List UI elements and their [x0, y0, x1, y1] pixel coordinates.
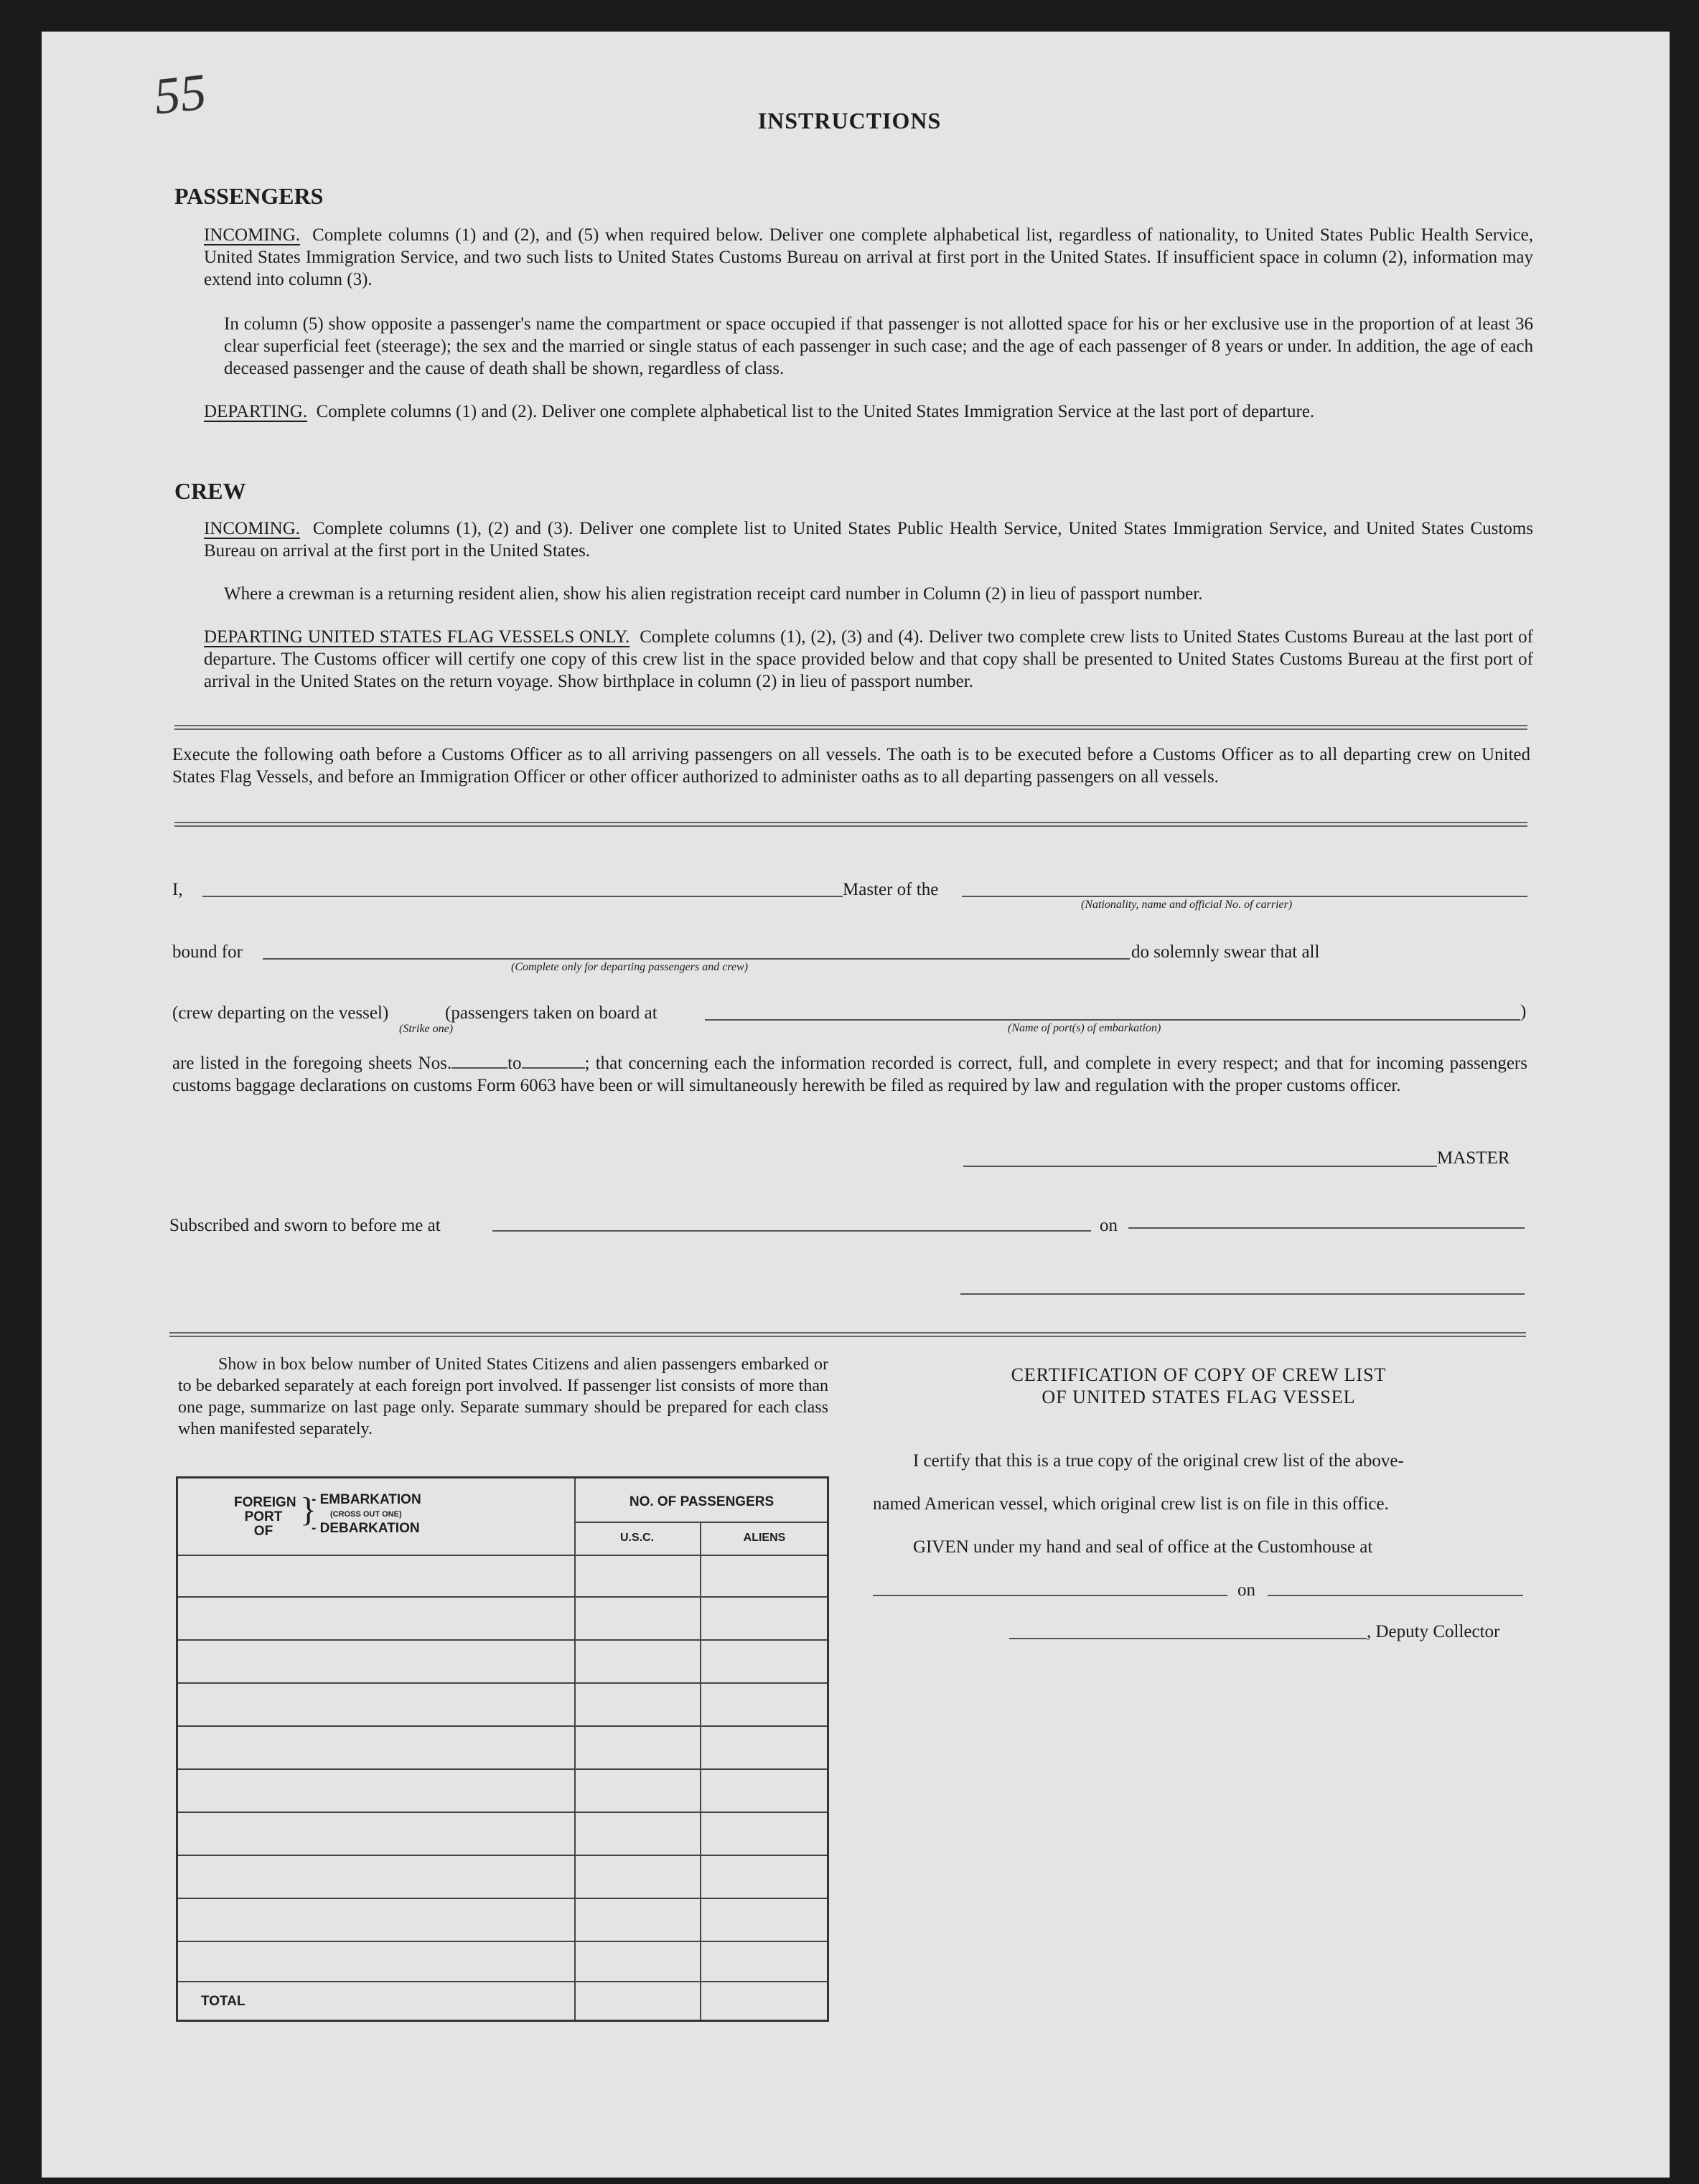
passengers-heading: PASSENGERS: [174, 183, 324, 209]
crew-departing-text: Complete columns (1), (2), (3) and (4). Deliver two complete crew lists to United States Customs Bureau at the last port of departure. The Customs officer will certify one copy of this crew list in the space provided below and that copy shall be presented to United States Customs Bureau at the first port of arrival in the United States on the return voyage. Show birthplace in column (2) in lieu of passport number.: [204, 627, 1533, 691]
certification-title: [869, 1364, 1529, 1408]
embarkation-port-field[interactable]: [705, 1019, 1520, 1021]
passengers-incoming-paragraph: [204, 224, 1533, 291]
section-divider: [174, 822, 1527, 827]
strike-one-note: (Strike one): [399, 1023, 454, 1035]
usc-header: U.S.C.: [619, 1532, 655, 1544]
passengers-column5-paragraph: In column (5) show opposite a passenger's name the compartment or space occupied if that passenger is not allotted space for his or her exclusive use in the proportion of at least 36 clear superficial feet (steerage); the sex and the married or single status of each passenger in such case; and the age of each passenger of 8 years or under. In addition, the age of each deceased passenger and the cause of death shall be shown, regardless of class.: [224, 314, 1533, 378]
customhouse-field[interactable]: [873, 1595, 1227, 1596]
certification-date-field[interactable]: [1268, 1595, 1523, 1596]
table-row-divider: [178, 1855, 827, 1856]
embarkation-option[interactable]: - EMBARKATION: [312, 1492, 421, 1507]
crew-departing-option[interactable]: (crew departing on the vessel): [172, 1003, 389, 1023]
master-name-field[interactable]: [202, 896, 843, 897]
crew-departing-lead: DEPARTING UNITED STATES FLAG VESSELS ONLY.: [204, 627, 630, 647]
master-of-the-label: Master of the: [843, 880, 939, 899]
sheet-from-field[interactable]: [451, 1054, 507, 1069]
certification-line1: I certify that this is a true copy of the original crew list of the above-: [913, 1451, 1404, 1471]
carrier-field[interactable]: [962, 896, 1527, 897]
table-row-divider: [178, 1596, 827, 1598]
foreign-port-header: [234, 1495, 296, 1539]
certification-line2: named American vessel, which original crew list is on file in this office.: [873, 1494, 1389, 1514]
certification-title-line1: CERTIFICATION OF COPY OF CREW LIST: [1011, 1364, 1387, 1385]
sheet-to-field[interactable]: [522, 1054, 585, 1069]
crew-departing-paragraph: [204, 626, 1533, 693]
header-foreign: FOREIGN: [234, 1495, 296, 1510]
summary-note: Show in box below number of United States Citizens and alien passengers embarked or to be debarked separately at each foreign port involved. If passenger list consists of more than one page, summarize on last page only. Separate summary should be prepared for each class when manifested separately.: [178, 1355, 828, 1438]
passenger-summary-table: [176, 1476, 829, 2022]
table-row-divider: [178, 1941, 827, 1942]
bound-for-label: bound for: [172, 942, 243, 962]
crew-incoming-text: Complete columns (1), (2) and (3). Deliver one complete list to United States Public Health Service, United States Immigration Service, and United States Customs Bureau on arrival at the first port in the United States.: [204, 519, 1534, 561]
deputy-collector-signature-field[interactable]: [1009, 1638, 1367, 1639]
passengers-taken-option[interactable]: (passengers taken on board at: [445, 1003, 657, 1023]
cross-out-note: (CROSS OUT ONE): [330, 1510, 402, 1519]
crew-incoming-paragraph: [204, 517, 1533, 562]
sworn-on-label: on: [1100, 1216, 1118, 1235]
section-divider: [174, 725, 1527, 730]
table-total-divider: [178, 1981, 827, 1982]
passengers-departing-text: Complete columns (1) and (2). Deliver one complete alphabetical list to the United States Immigration Service at the last port of departure.: [316, 402, 1315, 421]
deputy-collector-label: , Deputy Collector: [1367, 1622, 1500, 1641]
oath-instruction: Execute the following oath before a Customs Officer as to all arriving passengers on all vessels. The oath is to be executed before a Customs Officer as to all departing crew on United States Flag Vessels, and before an Immigration Officer or other officer authorized to administer oaths as to all departing passengers on all vessels.: [172, 745, 1530, 787]
table-header-divider: [178, 1555, 827, 1556]
crew-resident-paragraph: Where a crewman is a returning resident alien, show his alien registration receipt card number in Column (2) in lieu of passport number.: [224, 584, 1203, 604]
certification-title-line2: OF UNITED STATES FLAG VESSEL: [1042, 1387, 1356, 1407]
embarkation-port-note: (Name of port(s) of embarkation): [1008, 1022, 1161, 1034]
section-divider: [169, 1332, 1526, 1337]
passengers-departing-paragraph: [204, 400, 1533, 423]
listed-to: to: [507, 1054, 522, 1073]
page-title: INSTRUCTIONS: [757, 108, 942, 133]
passengers-incoming-text: Complete columns (1) and (2), and (5) when required below. Deliver one complete alphabetical list, regardless of nationality, to United States Public Health Service, United States Immigration Service, and two such lists to United States Customs Bureau on arrival at first port in the United States. If insufficient space in column (2), information may extend into column (3).: [204, 225, 1533, 289]
crew-incoming-lead: INCOMING.: [204, 519, 301, 538]
brace-symbol: }: [300, 1491, 317, 1529]
oath-i-label: I,: [172, 880, 183, 899]
crew-heading: CREW: [174, 478, 246, 504]
listed-text-b: ; that concerning each the information recorded is correct, full, and complete in every respect; and that for incoming passengers customs baggage declarations on customs Form 6063 have been or will simultaneously herewith be filed as required by law and regulation with the proper customs officer.: [172, 1054, 1527, 1095]
certification-on-label: on: [1237, 1580, 1255, 1600]
subscribed-label: Subscribed and sworn to before me at: [169, 1216, 441, 1235]
table-row-divider: [178, 1725, 827, 1727]
passengers-incoming-lead: INCOMING.: [204, 225, 301, 245]
embark-debark-header: [312, 1493, 421, 1536]
certification-line3: GIVEN under my hand and seal of office at the Customhouse at: [913, 1537, 1373, 1557]
table-divider: [574, 1478, 576, 2020]
table-row-divider: [178, 1682, 827, 1684]
sworn-place-field[interactable]: [492, 1230, 1091, 1232]
debarkation-option[interactable]: - DEBARKATION: [312, 1521, 420, 1536]
carrier-note: (Nationality, name and official No. of carrier): [1081, 899, 1293, 911]
table-divider: [574, 1522, 827, 1523]
oath-statement: [172, 1052, 1527, 1097]
master-label: MASTER: [1437, 1148, 1510, 1168]
closing-paren: ): [1520, 1002, 1527, 1021]
no-passengers-header: NO. OF PASSENGERS: [629, 1494, 774, 1509]
header-port: PORT: [244, 1509, 283, 1524]
master-signature-field[interactable]: [963, 1166, 1437, 1167]
handwritten-page-number: 55: [151, 62, 209, 126]
table-row-divider: [178, 1812, 827, 1813]
listed-text-a: are listed in the foregoing sheets Nos.: [172, 1054, 452, 1073]
bound-for-field[interactable]: [263, 958, 1130, 960]
swear-text: do solemnly swear that all: [1131, 942, 1320, 962]
table-row-divider: [178, 1768, 827, 1770]
sworn-date-field[interactable]: [1128, 1227, 1525, 1229]
aliens-header: ALIENS: [743, 1532, 786, 1544]
bound-for-note: (Complete only for departing passengers and crew): [511, 961, 749, 973]
table-row-divider: [178, 1639, 827, 1641]
officer-signature-field[interactable]: [960, 1293, 1525, 1295]
table-row-divider: [178, 1898, 827, 1899]
header-of: OF: [253, 1524, 273, 1539]
total-label: TOTAL: [201, 1994, 245, 2009]
passengers-departing-lead: DEPARTING.: [204, 402, 308, 421]
